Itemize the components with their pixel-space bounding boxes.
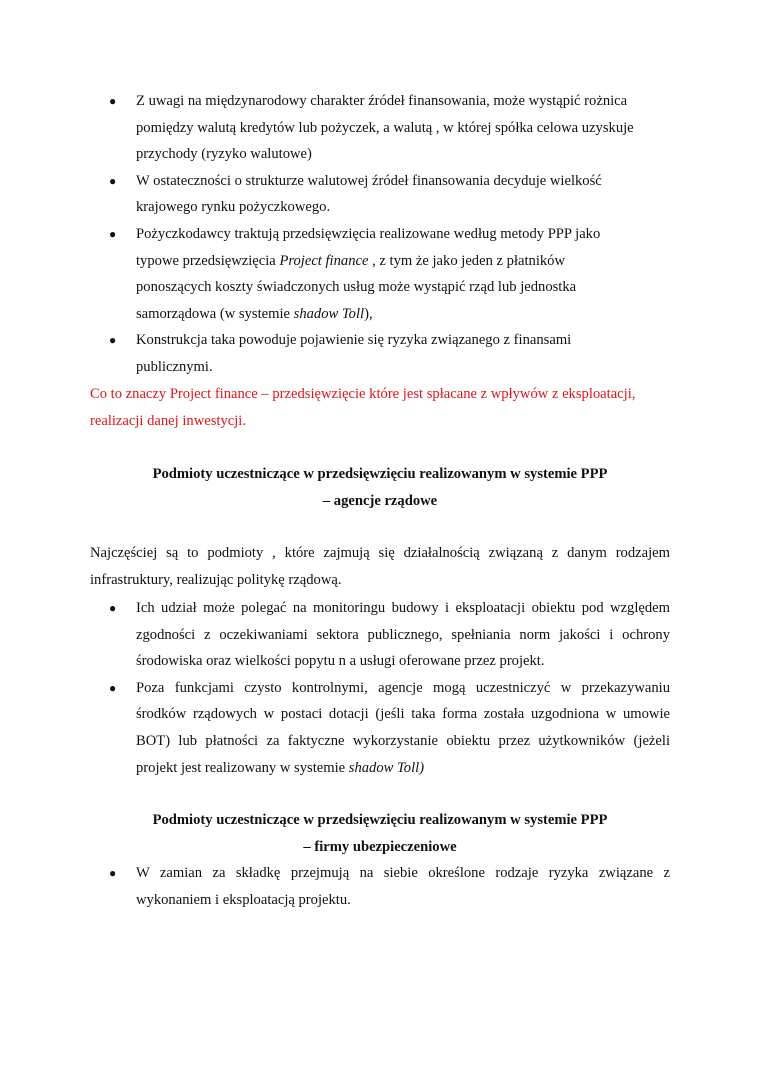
list-item: ● Konstrukcja taka powoduje pojawienie się ryzyka związanego z finansami publicznymi. (109, 327, 669, 380)
bullet-icon: ● (109, 680, 117, 695)
red-note: Co to znaczy Project finance – przedsięwzięcie które jest spłacane z wpływów z eksploatacji, realizacji danej inwestycji. (90, 386, 636, 429)
bullet-list-3 (109, 860, 670, 913)
section-heading-agencies: Podmioty uczestniczące w przedsięwzięciu realizowanym w systemie PPP – agencje rządowe (152, 466, 608, 509)
list-item: ● W ostateczności o strukturze walutowej źródeł finansowania decyduje wielkość krajowego rynku pożyczkowego. (109, 168, 669, 221)
section-heading-insurers: Podmioty uczestniczące w przedsięwzięciu realizowanym w systemie PPP – firmy ubezpieczeniowe (152, 812, 608, 855)
list-item: ● Pożyczkodawcy traktują przedsięwzięcia realizowane według metody PPP jako typowe przedsięwzięcia Project finance , z tym że jako jeden z płatników ponoszących koszty świadczonych usług może wystąpić rząd lub jednostka samorządowa (w systemie shadow Toll), (109, 221, 669, 327)
bullet-icon: ● (109, 94, 117, 108)
bullet-icon: ● (109, 226, 117, 241)
bullet-icon: ● (109, 866, 117, 880)
list-item: ● Ich udział może polegać na monitoringu budowy i eksploatacji obiektu pod względem zgodności z oczekiwaniami sektora publicznego, spełniania norm jakości i ochrony środowiska oraz wielkości popytu n a usługi oferowane przez projekt. (109, 595, 670, 675)
bullet-list-2 (109, 595, 670, 781)
list-item: ● W zamian za składkę przejmują na siebie określone rodzaje ryzyka związane z wykonaniem i eksploatacją projektu. (109, 860, 670, 913)
list-item: ● Z uwagi na międzynarodowy charakter źródeł finansowania, może wystąpić rożnica pomiędzy walutą kredytów lub pożyczek, a walutą , w której spółka celowa uzyskuje przychody (ryzyko walutowe) (109, 88, 669, 168)
bullet-icon: ● (109, 333, 117, 348)
bullet-icon: ● (109, 173, 117, 188)
bullet-list-1 (109, 88, 669, 381)
list-item: ● Poza funkcjami czysto kontrolnymi, agencje mogą uczestniczyć w przekazywaniu środków rządowych w postaci dotacji (jeśli taka forma została uzgodniona w umowie BOT) lub płatności za faktyczne wykorzystanie obiektu przez użytkowników (jeżeli projekt jest realizowany w systemie shadow Toll) (109, 675, 670, 781)
bullet-icon: ● (109, 601, 117, 615)
intro-paragraph: Najczęściej są to podmioty , które zajmują się działalnością związaną z danym rodzajem infrastruktury, realizując politykę rządową. (90, 545, 670, 588)
